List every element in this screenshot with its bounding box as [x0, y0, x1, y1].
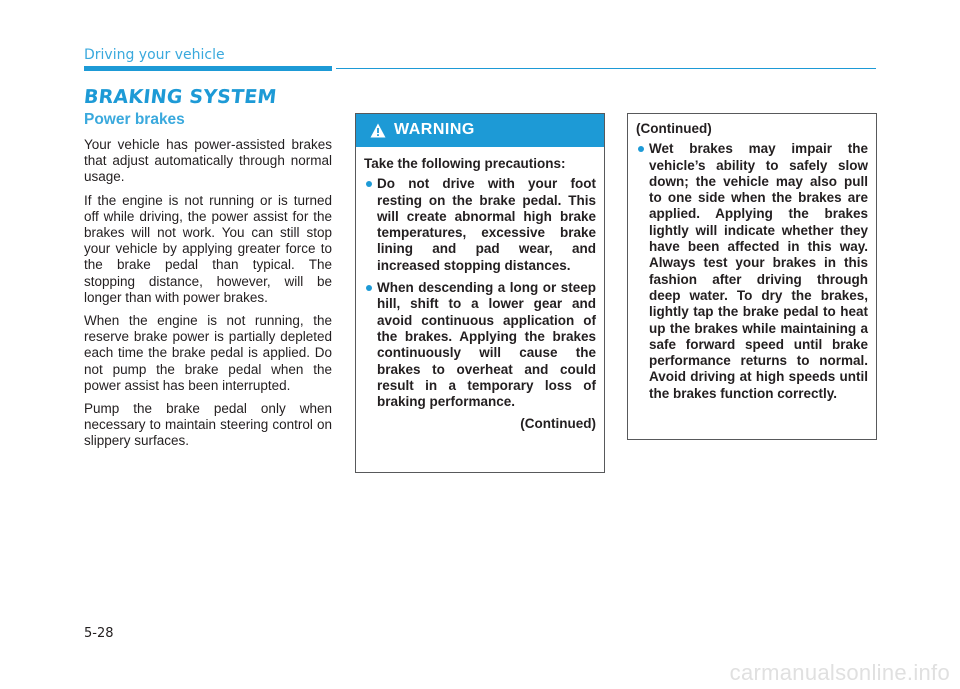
watermark: carmanualsonline.info	[729, 660, 950, 685]
header-rule-thin	[336, 68, 876, 69]
continued-lead: (Continued)	[636, 121, 712, 136]
continued-body	[628, 114, 876, 402]
bullet-icon	[366, 285, 372, 291]
continued-list	[636, 141, 868, 402]
page-number: 5-28	[84, 626, 114, 641]
section-header-label: Driving your vehicle	[84, 47, 225, 63]
warning-box	[355, 113, 605, 473]
warning-list	[364, 176, 596, 410]
list-item-text: Do not drive with your foot resting on the brake pedal. This will create abnormal high brake temperatures, excessive brake lining and pad wear, and increased stopping distances.	[377, 176, 596, 273]
continued-label: (Continued)	[520, 416, 596, 432]
list-item	[364, 280, 596, 410]
warning-header	[356, 114, 604, 147]
list-item	[364, 176, 596, 274]
list-item-text: When descending a long or steep hill, shift to a lower gear and avoid continuous application of the brakes. Applying the brakes continuously will cause the brakes to overheat and could result in a temporary loss of braking performance.	[377, 280, 596, 410]
warning-label: WARNING	[394, 121, 475, 139]
bullet-icon	[638, 146, 644, 152]
warning-triangle-icon	[370, 123, 386, 138]
list-item-text: Wet brakes may impair the vehicle’s ability to safely slow down; the vehicle may also pull to one side when the brakes are applied. Applying the brakes lightly will indicate whether they have been affected in this way. Always test your brakes in this fashion after driving through deep water. To dry the brakes, lightly tap the brake pedal to heat up the brakes while maintaining a safe forward speed until brake performance returns to normal. Avoid driving at high speeds until the brakes function correctly.	[649, 141, 868, 401]
header-rule-thick	[84, 66, 332, 71]
continued-box	[627, 113, 877, 440]
section-title: BRAKING SYSTEM	[82, 86, 278, 108]
body-paragraph: Pump the brake pedal only when necessary to maintain steering control on slippery surfaces.	[84, 401, 332, 449]
warning-lead: Take the following precautions:	[364, 156, 566, 171]
bullet-icon	[366, 181, 372, 187]
warning-body	[356, 147, 604, 433]
subheading: Power brakes	[84, 111, 185, 128]
body-paragraph: When the engine is not running, the reserve brake power is partially depleted each time the brake pedal is applied. Do not pump the brake pedal when the power assist has been interrupted.	[84, 313, 332, 393]
body-paragraph: Your vehicle has power-assisted brakes that adjust automatically through normal usage.	[84, 137, 332, 185]
list-item	[636, 141, 868, 402]
body-column	[84, 137, 332, 457]
body-paragraph: If the engine is not running or is turned off while driving, the power assist for the brakes will not work. You can still stop your vehicle by applying greater force to the brake pedal than typical. The stopping distance, however, will be longer than with power brakes.	[84, 192, 332, 305]
